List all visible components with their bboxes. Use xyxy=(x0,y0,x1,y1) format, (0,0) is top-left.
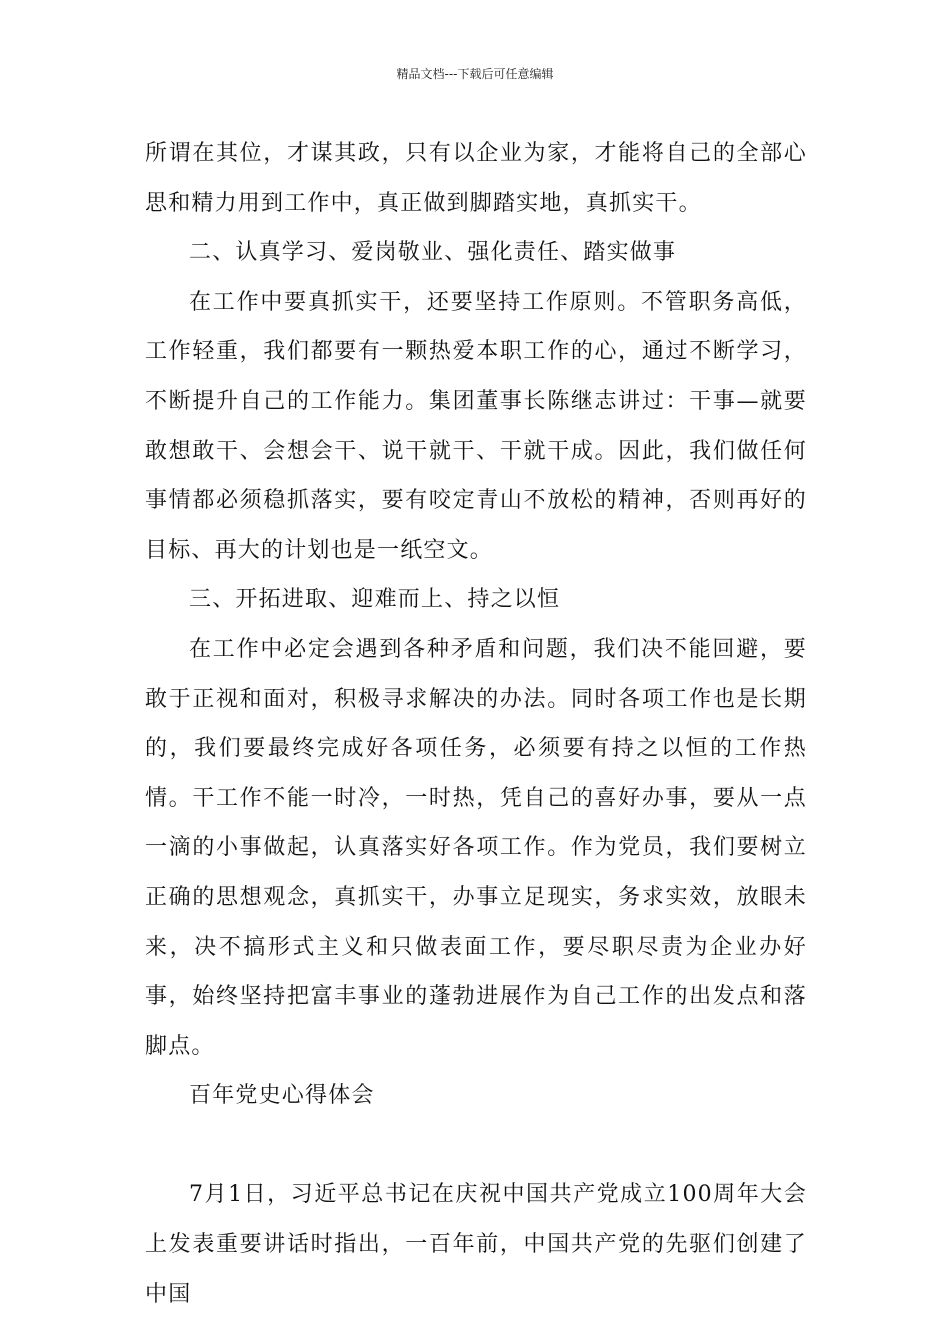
article-title: 百年党史心得体会 xyxy=(189,1083,375,1109)
paragraph-intro: 7月1日，习近平总书记在庆祝中国共产党成立100周年大会上发表重要讲话时指出，一百年前，中国共产党的先驱们创建了中国 xyxy=(145,1182,807,1307)
paragraph-section-3: 在工作中必定会遇到各种矛盾和问题，我们决不能回避，要敢于正视和面对，积极寻求解决的办法。同时各项工作也是长期的，我们要最终完成好各项任务，必须要有持之以恒的工作热情。干工作不能一时冷，一时热，凭自己的喜好办事，要从一点一滴的小事做起，认真落实好各项工作。作为党员，我们要树立正确的思想观念，真抓实干，办事立足现实，务求实效，放眼未来，决不搞形式主义和只做表面工作，要尽职尽责为企业办好事，始终坚持把富丰事业的蓬勃进展作为自己工作的出发点和落脚点。 xyxy=(145,636,807,1059)
paragraph-continuation: 所谓在其位，才谋其政，只有以企业为家，才能将自己的全部心思和精力用到工作中，真正做到脚踏实地，真抓实干。 xyxy=(145,141,807,216)
section-heading-3: 三、开拓进取、迎难而上、持之以恒 xyxy=(189,587,561,613)
document-body xyxy=(145,129,807,1319)
paragraph-section-2: 在工作中要真抓实干，还要坚持工作原则。不管职务高低，工作轻重，我们都要有一颗热爱本职工作的心，通过不断学习，不断提升自己的工作能力。集团董事长陈继志讲过：干事—就要敢想敢干、会想会干、说干就干、干就干成。因此，我们做任何事情都必须稳抓落实，要有咬定青山不放松的精神，否则再好的目标、再大的计划也是一纸空文。 xyxy=(145,289,807,563)
section-heading-2: 二、认真学习、爱岗敬业、强化责任、踏实做事 xyxy=(189,240,677,266)
blank-line xyxy=(145,1121,807,1171)
page-header: 精品文档---下载后可任意编辑 xyxy=(396,67,554,81)
